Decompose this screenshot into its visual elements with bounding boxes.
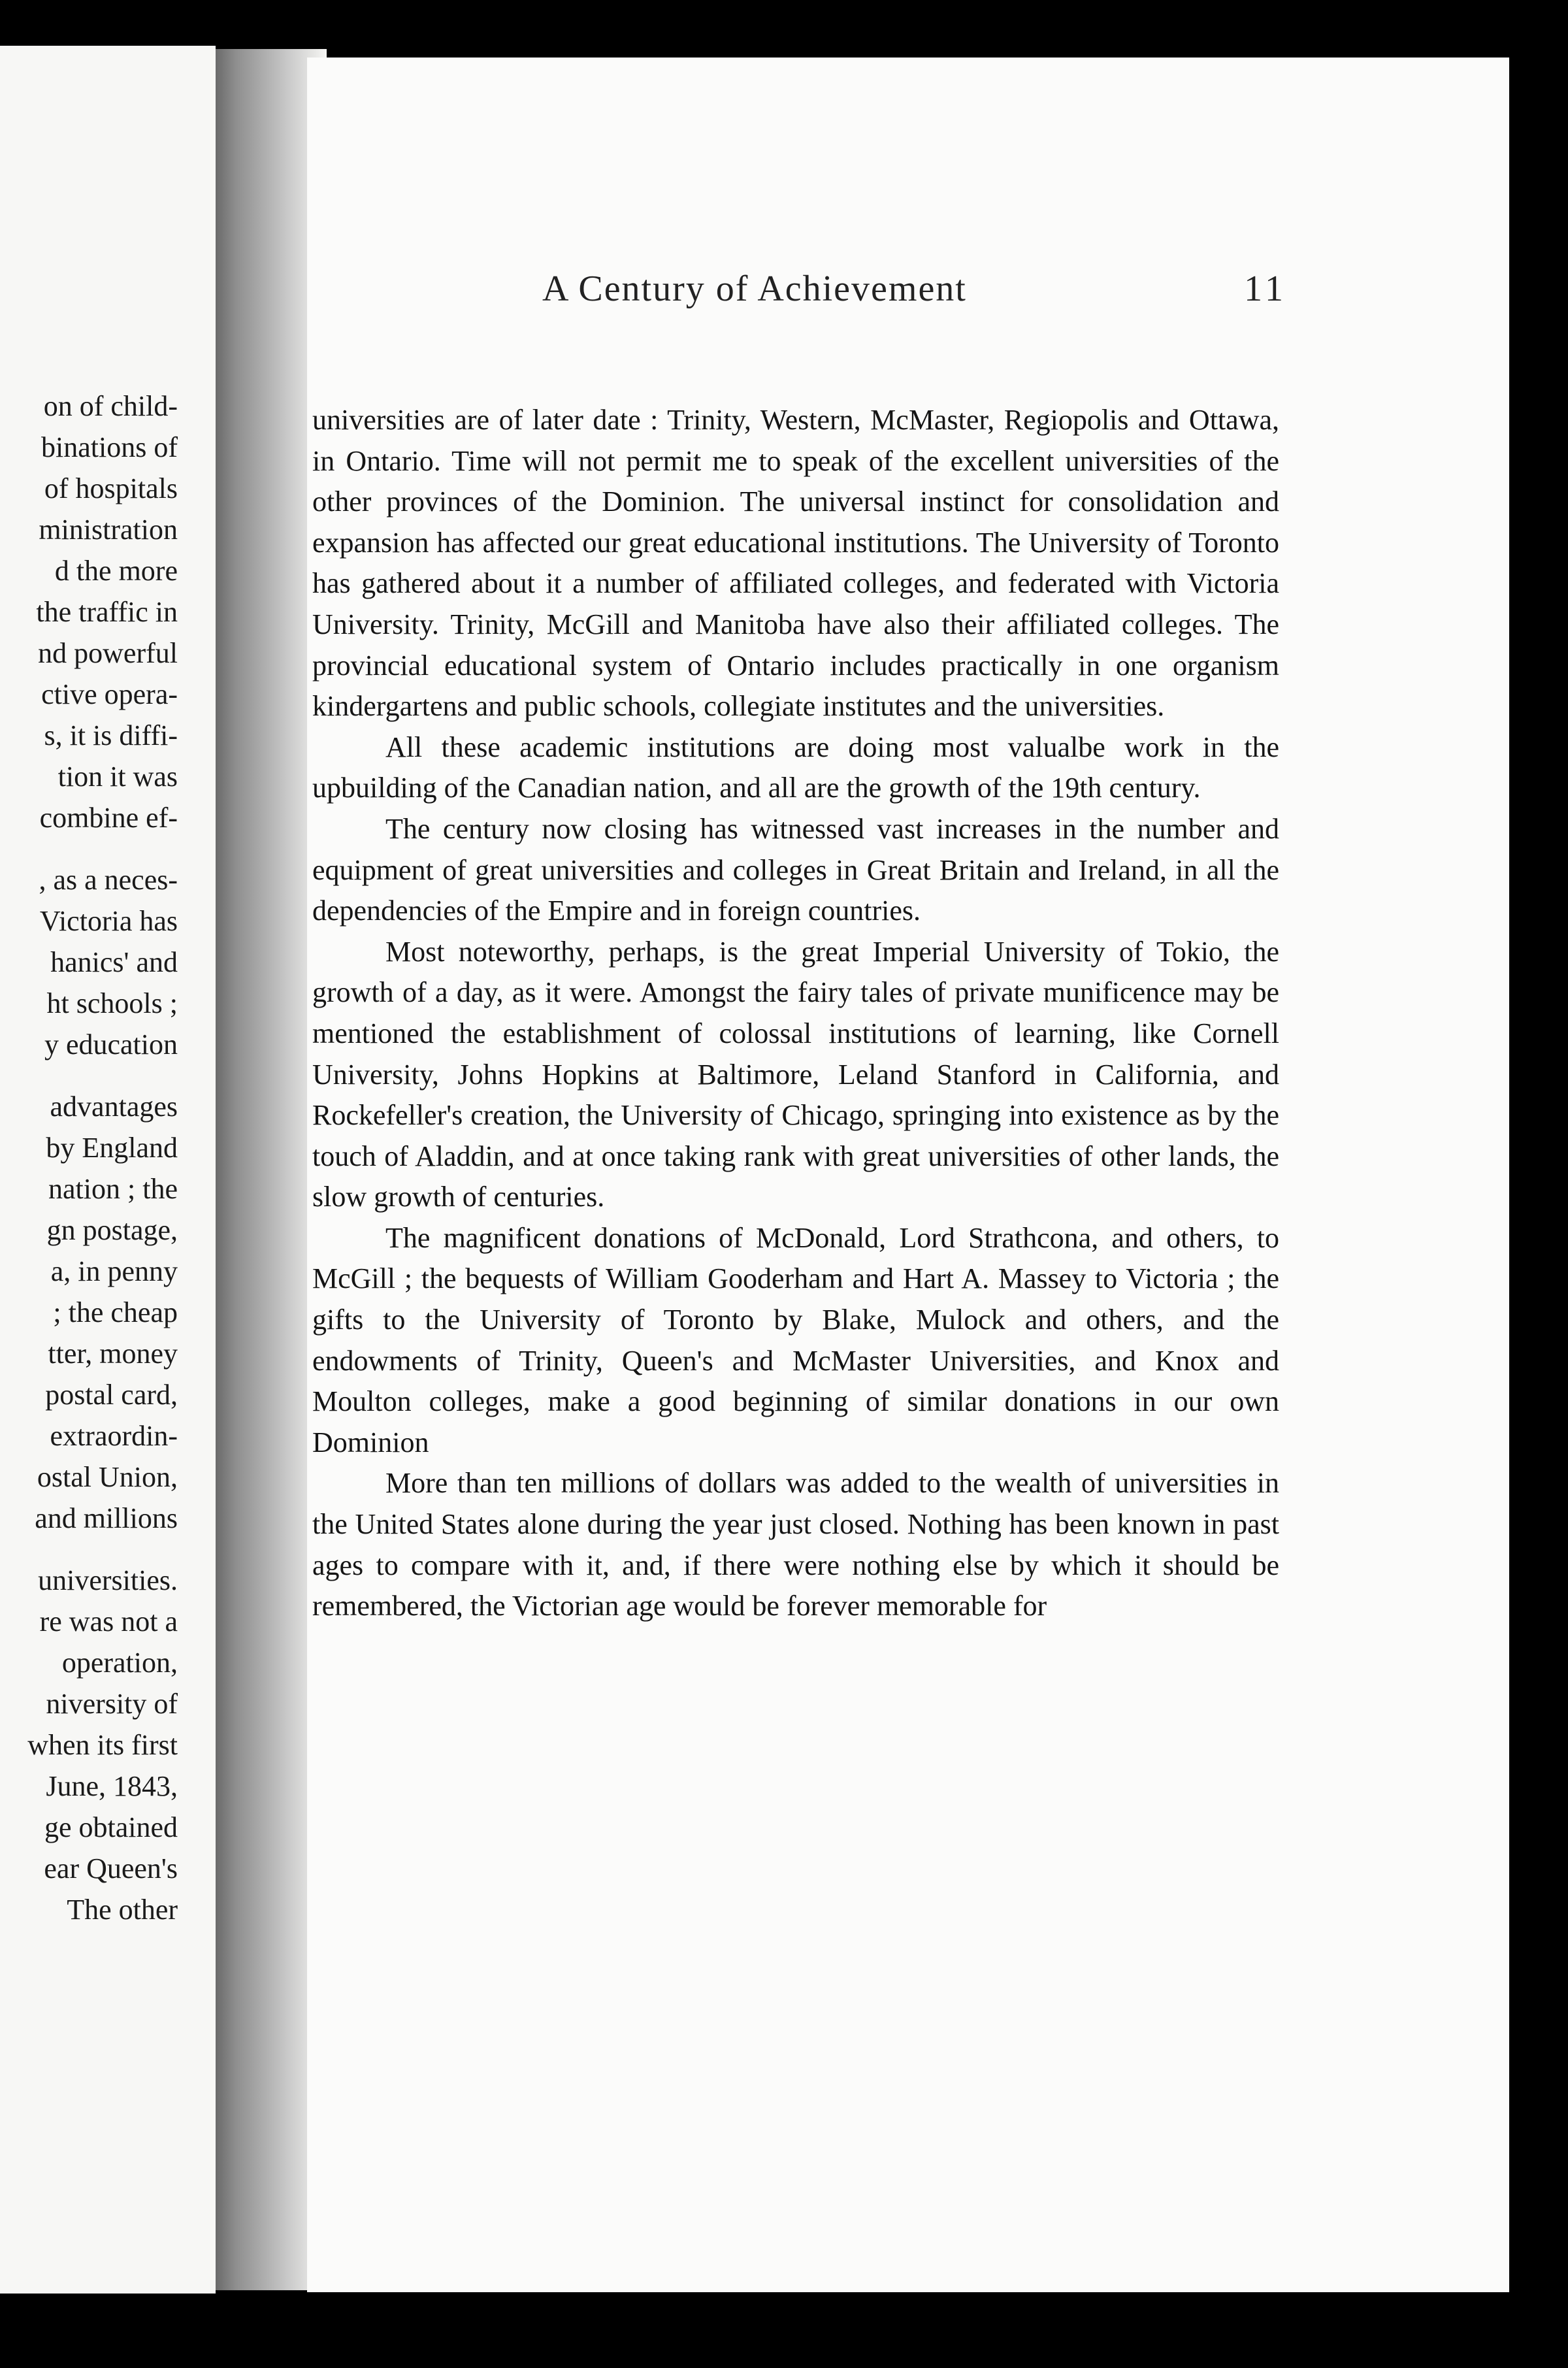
facing-page-line: The other xyxy=(67,1894,178,1926)
facing-page-line: June, 1843, xyxy=(46,1770,178,1802)
facing-page-line: hanics' and xyxy=(50,946,178,978)
facing-page-line: re was not a xyxy=(39,1605,178,1637)
facing-page-line: tion it was xyxy=(57,761,178,793)
facing-page-line xyxy=(0,1539,178,1560)
facing-page-line: advantages xyxy=(50,1091,178,1123)
paragraph-1: universities are of later date : Trinity, Western, McMaster, Regiopolis and Ottawa, in Ontario. Time will not permit me to speak of the excellent universities of the other provinces of the Dominion. The universal instinct for consolidation and expansion has affected our great educational institutions. The University of Toronto has gathered about it a number of affiliated colleges, and federated with Victoria University. Trinity, McGill and Manitoba have also their affiliated colleges. The provincial educational system of Ontario includes practically in one organism kindergartens and public schools, collegiate institutes and the universities. xyxy=(312,404,1279,723)
facing-page-line: y education xyxy=(44,1028,178,1061)
facing-page-line: operation, xyxy=(61,1647,178,1679)
facing-page-line: tter, money xyxy=(48,1338,178,1370)
facing-page-line: nation ; the xyxy=(48,1173,178,1205)
facing-page-left xyxy=(0,46,216,2294)
paragraph-2: All these academic institutions are doing most valualbe work in the upbuilding of the Canadian nation, and all are the growth of the 19th century. xyxy=(312,731,1279,804)
facing-page-line: by England xyxy=(46,1132,178,1164)
facing-page-line: ear Queen's xyxy=(44,1852,178,1884)
facing-page-line: ge obtained xyxy=(44,1811,178,1843)
facing-page-line: universities. xyxy=(38,1564,178,1596)
paragraph-5: The magnificent donations of McDonald, Lord Strathcona, and others, to McGill ; the bequests of William Gooderham and Hart A. Massey to Victoria ; the gifts to the University of Toronto by Blake, Mulock and others, and the endowments of Trinity, Queen's and McMaster Universities, and Knox and Moulton colleges, make a good beginning of similar donations in our own Dominion xyxy=(312,1221,1279,1458)
facing-page-text xyxy=(0,386,178,1930)
facing-page-line: niversity of xyxy=(46,1688,178,1720)
facing-page-line xyxy=(0,838,178,859)
paragraph-3: The century now closing has witnessed vast increases in the number and equipment of great universities and colleges in Great Britain and Ireland, in all the dependencies of the Empire and in foreign countries. xyxy=(312,812,1279,927)
facing-page-line: binations of xyxy=(41,431,178,463)
page-number: 11 xyxy=(1244,269,1287,309)
facing-page-line: s, it is diffi- xyxy=(44,719,178,751)
facing-page-line xyxy=(0,1065,178,1086)
facing-page-line: , as a neces- xyxy=(39,864,178,896)
facing-page-line: nd powerful xyxy=(38,637,178,669)
facing-page-line: ctive opera- xyxy=(41,678,178,710)
facing-page-line: ht schools ; xyxy=(46,987,178,1019)
facing-page-line: on of child- xyxy=(43,390,178,422)
facing-page-line: ostal Union, xyxy=(37,1461,178,1493)
facing-page-line: a, in penny xyxy=(50,1255,178,1287)
facing-page-line: the traffic in xyxy=(36,596,178,628)
running-title: A Century of Achievement xyxy=(542,269,967,309)
facing-page-line: combine ef- xyxy=(39,802,178,834)
facing-page-line: Victoria has xyxy=(39,905,178,937)
body-text xyxy=(312,400,1279,1627)
facing-page-line: ministration xyxy=(39,514,178,546)
paragraph-6: More than ten millions of dollars was added to the wealth of universities in the United States alone during the year just closed. Nothing has been known in past ages to compare with it, and, if there were nothing else by which it should be remembered, the Victorian age would be forever memorable for xyxy=(312,1467,1279,1622)
facing-page-line: ; the cheap xyxy=(53,1296,178,1328)
running-head xyxy=(542,268,1287,320)
facing-page-line: extraordin- xyxy=(50,1420,178,1452)
facing-page-line: postal card, xyxy=(45,1379,178,1411)
facing-page-line: of hospitals xyxy=(44,472,178,504)
facing-page-line: d the more xyxy=(54,555,178,587)
paragraph-4: Most noteworthy, perhaps, is the great Imperial University of Tokio, the growth of a day, as it were. Amongst the fairy tales of private munificence may be mentioned the establishment of colossal institutions of learning, like Cornell University, Johns Hopkins at Baltimore, Leland Stanford in California, and Rockefeller's creation, the University of Chicago, springing into existence as by the touch of Aladdin, and at once taking rank with great universities of other lands, the slow growth of centuries. xyxy=(312,935,1279,1213)
facing-page-line: gn postage, xyxy=(46,1214,178,1246)
facing-page-line: when its first xyxy=(27,1729,178,1761)
facing-page-line: and millions xyxy=(35,1502,178,1534)
